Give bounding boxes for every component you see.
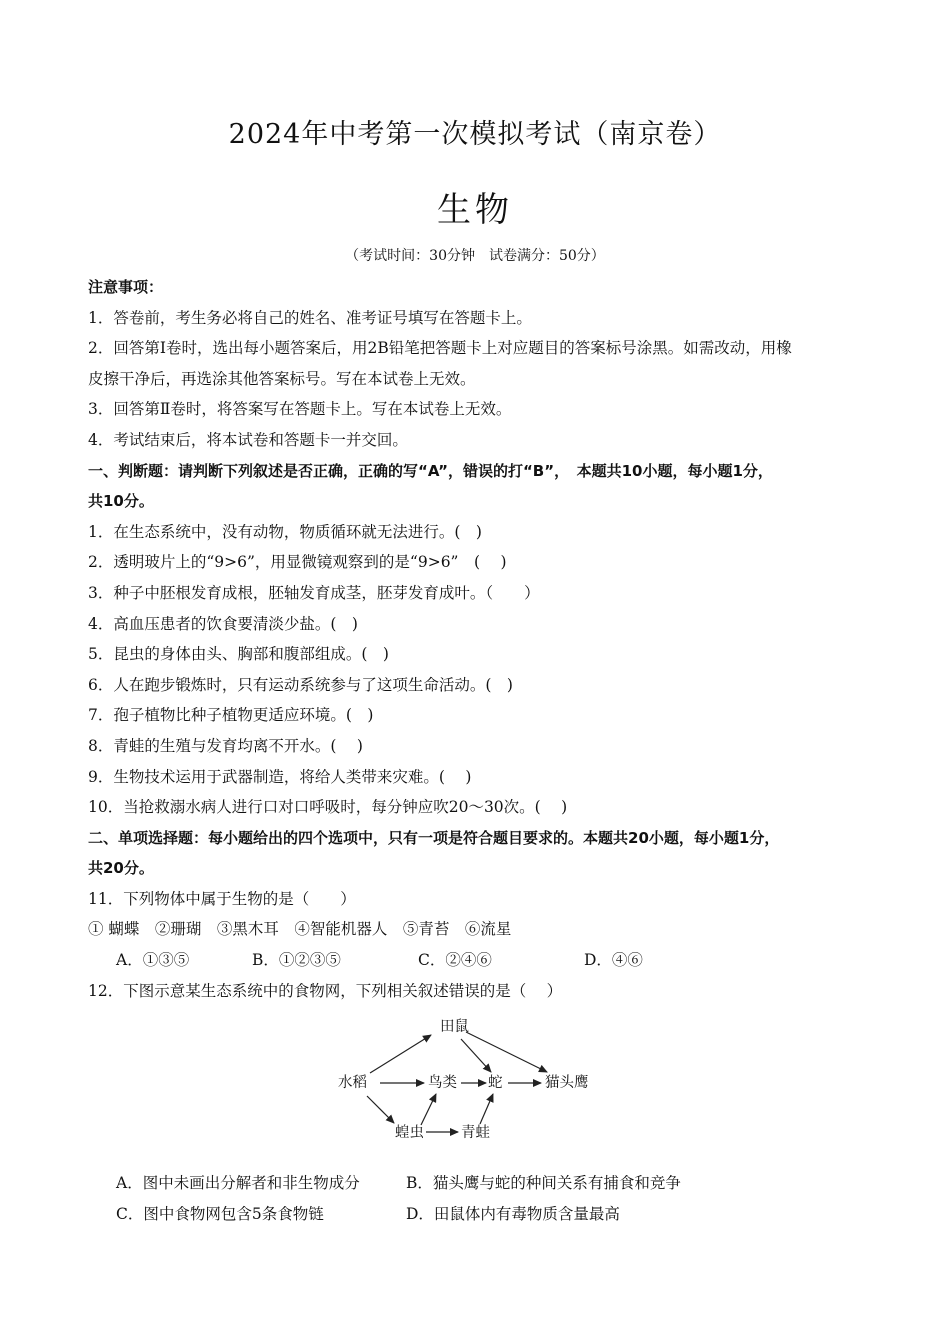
note-item: 2．回答第Ⅰ卷时，选出每小题答案后，用2B铅笔把答题卡上对应题目的答案标号涂黑。如需改动，用橡 xyxy=(88,339,792,358)
arrow-rice-locust xyxy=(367,1096,394,1123)
q12-stem: 12．下图示意某生态系统中的食物网，下列相关叙述错误的是（ ） xyxy=(88,981,563,1000)
judge-question: 4．高血压患者的饮食要清淡少盐。( ) xyxy=(88,614,358,633)
arrow-rice-mouse xyxy=(370,1035,431,1073)
exam-body xyxy=(88,272,868,1229)
arrow-frog-snake xyxy=(480,1094,493,1124)
judge-question: 6．人在跑步锻炼时，只有运动系统参与了这项生命活动。( ) xyxy=(88,675,513,694)
page-title: 2024年中考第一次模拟考试（南京卷） xyxy=(228,119,722,150)
q11-stem: 11．下列物体中属于生物的是（ ） xyxy=(88,889,356,908)
arrow-mouse-owl xyxy=(466,1032,547,1072)
subject-title: 生物 xyxy=(437,190,513,230)
judge-question: 3．种子中胚根发育成根，胚轴发育成茎，胚芽发育成叶。（ ） xyxy=(88,583,540,602)
option-a: A．图中未画出分解者和非生物成分 xyxy=(116,1174,360,1193)
node-frog: 青蛙 xyxy=(461,1125,490,1142)
option-d: D．④⑥ xyxy=(584,951,643,970)
arrow-mouse-snake xyxy=(461,1039,491,1072)
option-c: C．②④⑥ xyxy=(418,951,492,970)
section2-heading: 二、单项选择题：每小题给出的四个选项中，只有一项是符合题目要求的。本题共20小题，每小题1分， xyxy=(88,828,780,847)
node-snake: 蛇 xyxy=(488,1075,503,1092)
judge-question: 7．孢子植物比种子植物更适应环境。( ) xyxy=(88,706,374,725)
judge-question: 8．青蛙的生殖与发育均离不开水。( ) xyxy=(88,736,363,755)
option-a: A．①③⑤ xyxy=(116,951,190,970)
arrow-locust-bird xyxy=(421,1094,436,1125)
node-locust: 蝗虫 xyxy=(395,1125,424,1142)
node-rice: 水稻 xyxy=(338,1075,367,1092)
note-item: 3．回答第Ⅱ卷时，将答案写在答题卡上。写在本试卷上无效。 xyxy=(88,400,512,419)
judge-question: 2．透明玻片上的“9>6”，用显微镜观察到的是“9>6” ( ) xyxy=(88,553,507,572)
node-owl: 猫头鹰 xyxy=(545,1075,589,1092)
judge-question: 9．生物技术运用于武器制造，将给人类带来灾难。( ) xyxy=(88,767,472,786)
option-b: B．①②③⑤ xyxy=(252,951,341,970)
note-item: 4．考试结束后，将本试卷和答题卡一并交回。 xyxy=(88,430,408,449)
judge-question: 1．在生态系统中，没有动物，物质循环就无法进行。( ) xyxy=(88,522,482,541)
exam-info: （考试时间：30分钟 试卷满分：50分） xyxy=(345,248,605,264)
node-bird: 鸟类 xyxy=(428,1075,457,1092)
note-item: 1．答卷前，考生务必将自己的姓名、准考证号填写在答题卡上。 xyxy=(88,308,532,327)
q11-options xyxy=(88,945,868,976)
section1-heading-cont: 共10分。 xyxy=(88,492,154,511)
notes-heading: 注意事项： xyxy=(88,278,164,296)
option-b: B．猫头鹰与蛇的种间关系有捕食和竞争 xyxy=(406,1174,681,1193)
node-mouse: 田鼠 xyxy=(440,1019,469,1036)
option-c: C．图中食物网包含5条食物链 xyxy=(116,1204,324,1223)
section2-heading-cont: 共20分。 xyxy=(88,859,154,878)
q11-items: ① 蝴蝶 ②珊瑚 ③黑木耳 ④智能机器人 ⑤青苔 ⑥流星 xyxy=(88,920,512,939)
section1-heading: 一、判断题：请判断下列叙述是否正确，正确的写“A”，错误的打“B”， 本题共10小题，每小题1分， xyxy=(88,461,773,480)
note-item: 皮擦干净后，再选涂其他答案标号。写在本试卷上无效。 xyxy=(88,369,476,388)
option-d: D．田鼠体内有毒物质含量最高 xyxy=(406,1204,620,1223)
food-web-diagram xyxy=(88,1014,868,1164)
judge-question: 10．当抢救溺水病人进行口对口呼吸时，每分钟应吹20～30次。( ) xyxy=(88,798,568,817)
q12-options xyxy=(88,1168,868,1229)
judge-question: 5．昆虫的身体由头、胸部和腹部组成。( ) xyxy=(88,645,389,664)
